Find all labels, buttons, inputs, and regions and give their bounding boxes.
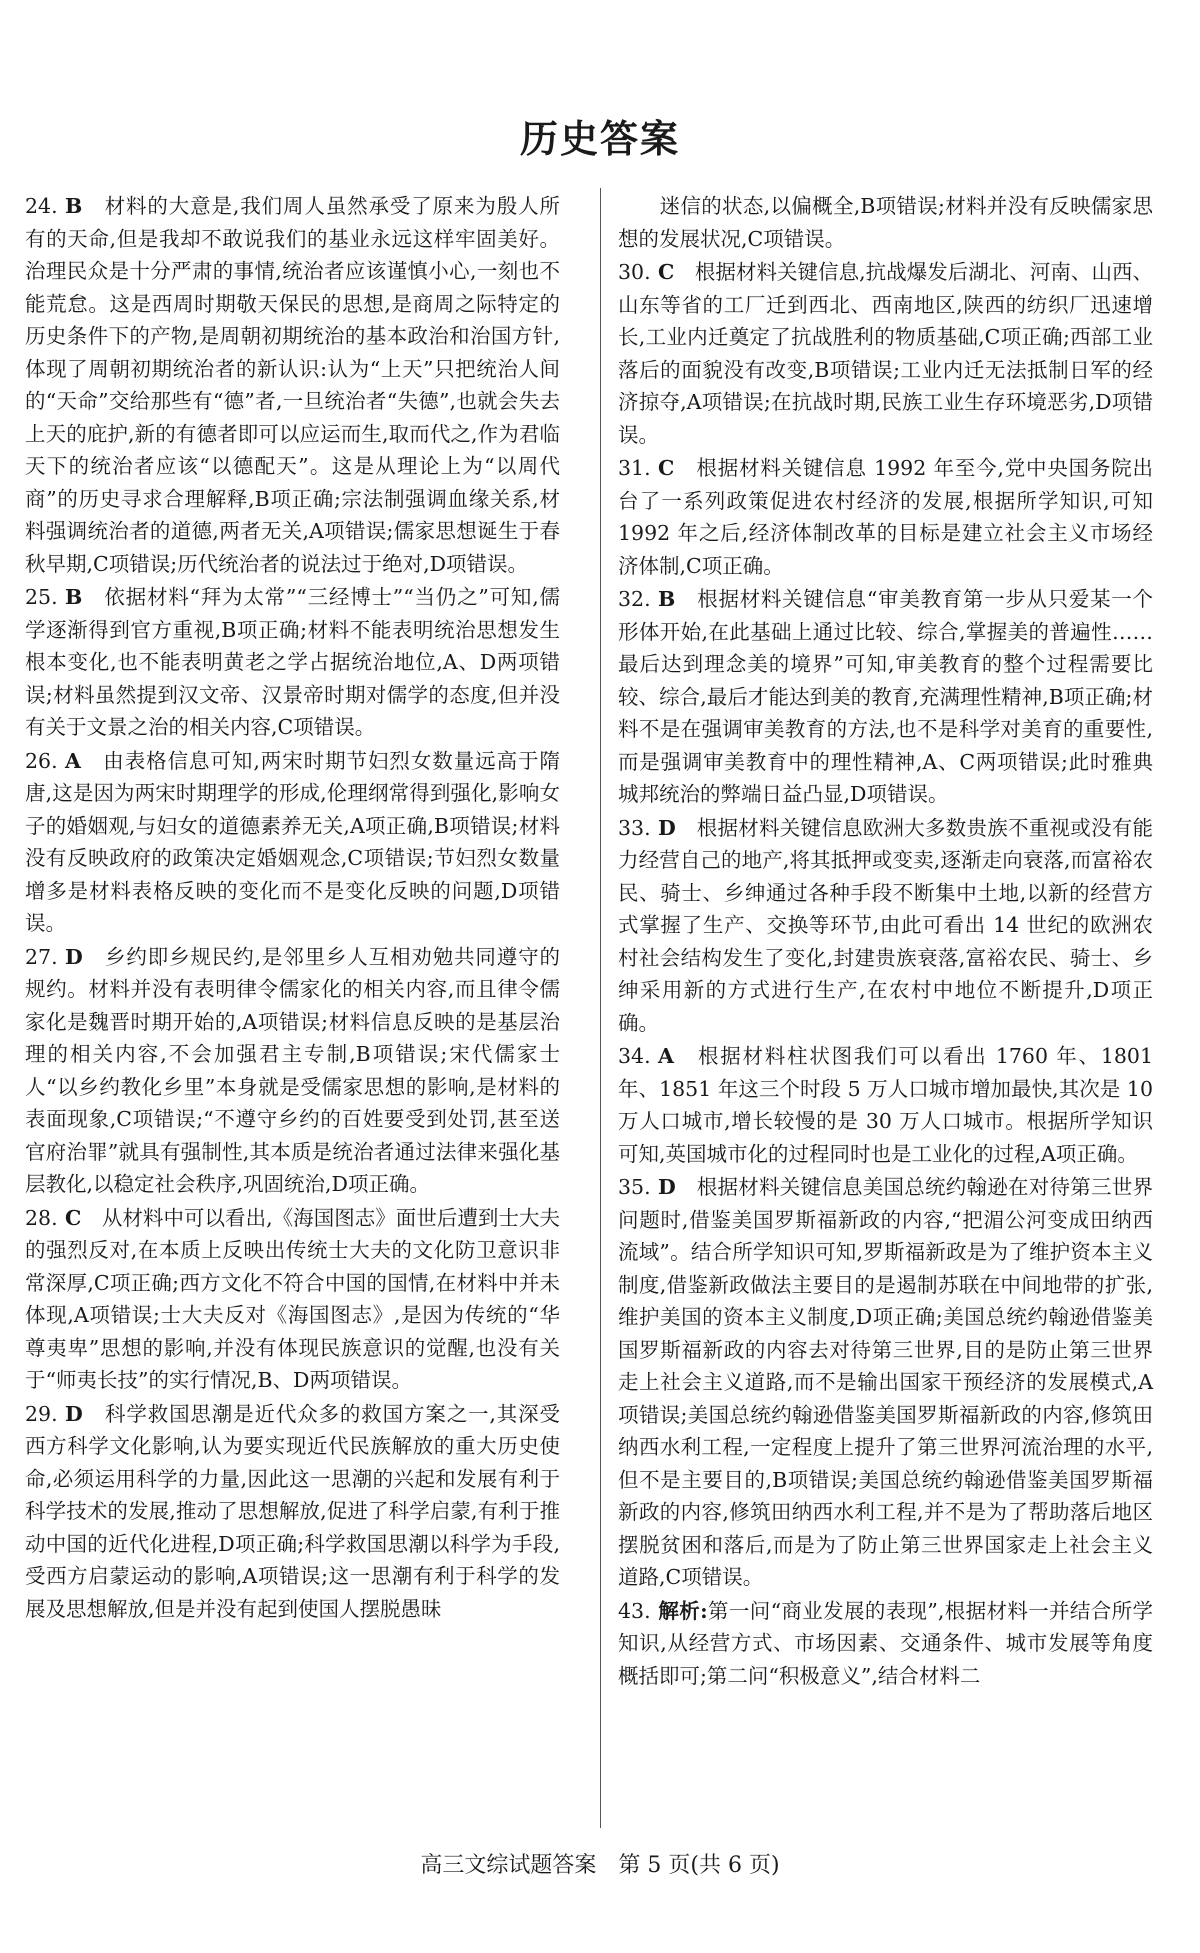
answer-item: 33. D 根据材料关键信息欧洲大多数贵族不重视或没有能力经营自己的地产,将其抵押或变卖,逐渐走向衰落,而富裕农民、骑士、乡绅通过各种手段不断集中土地,以新的经营方式掌握了生产、交换等环节,由此可看出 14 世纪的欧洲农村社会结构发生了变化,封建贵族衰落,富裕农民、骑士、乡绅采用新的方式进行生产,在农村中地位不断提升,D项正确。: [618, 815, 1153, 1035]
answer-item: 28. C 从材料中可以看出,《海国图志》面世后遭到士大夫的强烈反对,在本质上反映出传统士大夫的文化防卫意识非常深厚,C项正确;西方文化不符合中国的国情,在材料中并未体现,A项错误;士大夫反对《海国图志》,是因为传统的“华尊夷卑”思想的影响,并没有体现民族意识的觉醒,也没有关于“师夷长技”的实行情况,B、D两项错误。: [25, 1205, 560, 1392]
answer-item: 43. 解析:第一问“商业发展的表现”,根据材料一并结合所学知识,从经营方式、市场因素、交通条件、城市发展等角度概括即可;第二问“积极意义”,结合材料二: [618, 1598, 1153, 1688]
page-footer: 高三文综试题答案 第 5 页(共 6 页): [420, 1853, 780, 1878]
answer-item: 35. D 根据材料关键信息美国总统约翰逊在对待第三世界问题时,借鉴美国罗斯福新政的内容,“把湄公河变成田纳西流域”。结合所学知识可知,罗斯福新政是为了维护资本主义制度,借鉴新政做法主要目的是遏制苏联在中间地带的扩张,维护美国的资本主义制度,D项正确;美国总统约翰逊借鉴美国罗斯福新政的内容去对待第三世界,目的是防止第三世界走上社会主义道路,而不是输出国家干预经济的发展模式,A项错误;美国总统约翰逊借鉴美国罗斯福新政的内容,修筑田纳西水利工程,一定程度上提升了第三世界河流治理的水平,但不是主要目的,B项错误;美国总统约翰逊借鉴美国罗斯福新政的内容,修筑田纳西水利工程,并不是为了帮助落后地区摆脱贫困和落后,而是为了防止第三世界国家走上社会主义道路,C项错误。: [618, 1175, 1153, 1589]
answer-item: 29. D 科学救国思潮是近代众多的救国方案之一,其深受西方科学文化影响,认为要实现近代民族解放的重大历史使命,必须运用科学的力量,因此这一思潮的兴起和发展有利于科学技术的发展,推动了思想解放,促进了科学启蒙,有利于推动中国的近代化进程,D项正确;科学救国思潮以科学为手段,受西方启蒙运动的影响,A项错误;这一思潮有利于科学的发展及思想解放,但是并没有起到使国人摆脱愚昧: [25, 1401, 560, 1621]
right-column: [618, 190, 1153, 1693]
answer-item: 31. C 根据材料关键信息 1992 年至今,党中央国务院出台了一系列政策促进农村经济的发展,根据所学知识,可知 1992 年之后,经济体制改革的目标是建立社会主义市场经济体制,C项正确。: [618, 456, 1153, 578]
page-title: 历史答案: [519, 116, 680, 161]
answer-item: 32. B 根据材料关键信息“审美教育第一步从只爱某一个形体开始,在此基础上通过比较、综合,掌握美的普遍性……最后达到理念美的境界”可知,审美教育的整个过程需要比较、综合,最后才能达到美的教育,充满理性精神,B项正确;材料不是在强调审美教育的方法,也不是科学对美育的重要性,而是强调审美教育中的理性精神,A、C两项错误;此时雅典城邦统治的弊端日益凸显,D项错误。: [618, 587, 1153, 806]
answer-item: 34. A 根据材料柱状图我们可以看出 1760 年、1801 年、1851 年这三个时段 5 万人口城市增加最快,其次是 10 万人口城市,增长较慢的是 30 万人口城市。根据所学知识可知,英国城市化的过程同时也是工业化的过程,A项正确。: [618, 1044, 1153, 1166]
answer-item: 30. C 根据材料关键信息,抗战爆发后湖北、河南、山西、山东等省的工厂迁到西北、西南地区,陕西的纺织厂迅速增长,工业内迁奠定了抗战胜利的物质基础,C项正确;西部工业落后的面貌没有改变,B项错误;工业内迁无法抵制日军的经济掠夺,A项错误;在抗战时期,民族工业生存环境恶劣,D项错误。: [618, 260, 1153, 447]
left-column: [25, 190, 560, 1626]
column-divider: [600, 188, 601, 1828]
answer-item: 24. B 材料的大意是,我们周人虽然承受了原来为殷人所有的天命,但是我却不敢说我们的基业永远这样牢固美好。治理民众是十分严肃的事情,统治者应该谨慎小心,一刻也不能荒怠。这是西周时期敬天保民的思想,是商周之际特定的历史条件下的产物,是周朝初期统治的基本政治和治国方针,体现了周朝初期统治者的新认识:认为“上天”只把统治人间的“天命”交给那些有“德”者,一旦统治者“失德”,也就会失去上天的庇护,新的有德者即可以应运而生,取而代之,作为君临天下的统治者应该“以德配天”。这是从理论上为“以周代商”的历史寻求合理解释,B项正确;宗法制强调血缘关系,材料强调统治者的道德,两者无关,A项错误;儒家思想诞生于春秋早期,C项错误;历代统治者的说法过于绝对,D项错误。: [25, 194, 560, 576]
answer-item: 26. A 由表格信息可知,两宋时期节妇烈女数量远高于隋唐,这是因为两宋时期理学的形成,伦理纲常得到强化,影响女子的婚姻观,与妇女的道德素养无关,A项正确,B项错误;材料没有反映政府的政策决定婚姻观念,C项错误;节妇烈女数量增多是材料表格反映的变化而不是变化反映的问题,D项错误。: [25, 748, 560, 935]
answer-item-continued: 迷信的状态,以偏概全,B项错误;材料并没有反映儒家思想的发展状况,C项错误。: [618, 194, 1153, 251]
answer-item: 27. D 乡约即乡规民约,是邻里乡人互相劝勉共同遵守的规约。材料并没有表明律令儒家化的相关内容,而且律令儒家化是魏晋时期开始的,A项错误;材料信息反映的是基层治理的相关内容,不会加强君主专制,B项错误;宋代儒家士人“以乡约教化乡里”本身就是受儒家思想的影响,是材料的表面现象,C项错误;“不遵守乡约的百姓要受到处罚,甚至送官府治罪”就具有强制性,其本质是统治者通过法律来强化基层教化,以稳定社会秩序,巩固统治,D项正确。: [25, 944, 560, 1196]
answer-item: 25. B 依据材料“拜为太常”“三经博士”“当仍之”可知,儒学逐渐得到官方重视,B项正确;材料不能表明统治思想发生根本变化,也不能表明黄老之学占据统治地位,A、D两项错误;材料虽然提到汉文帝、汉景帝时期对儒学的态度,但并没有关于文景之治的相关内容,C项错误。: [25, 585, 560, 739]
